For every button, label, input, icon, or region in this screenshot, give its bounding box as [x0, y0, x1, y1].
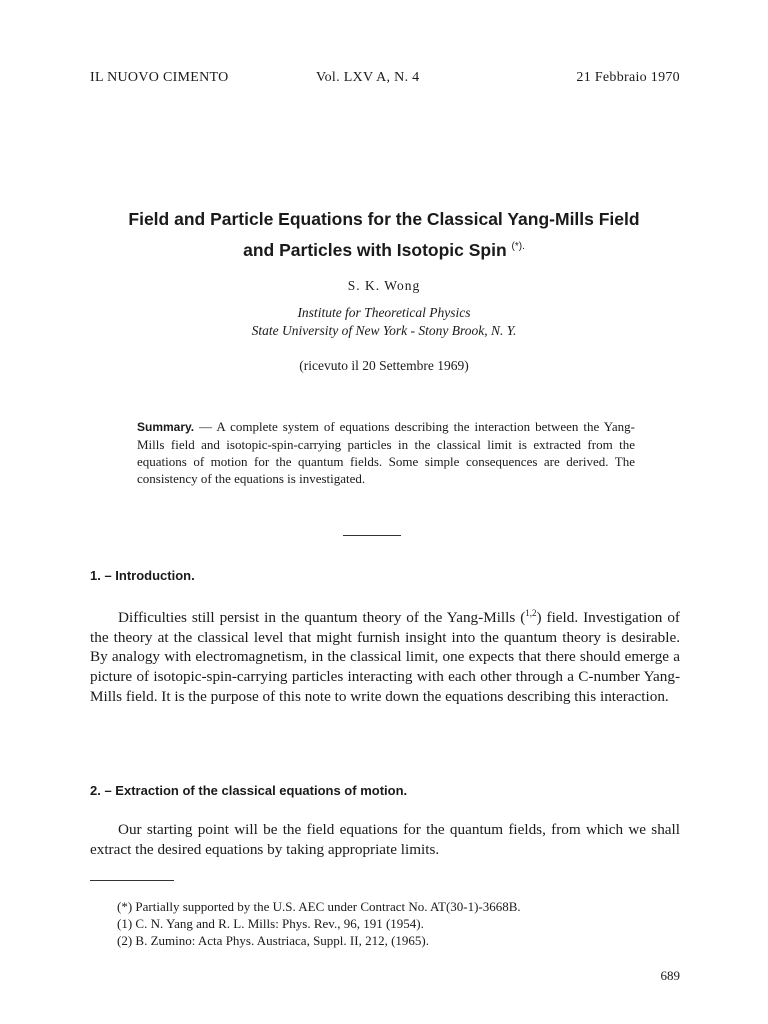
title-line-2-text: and Particles with Isotopic Spin [243, 239, 507, 260]
page-number: 689 [660, 968, 680, 983]
author-name: S. K. Wong [347, 278, 421, 293]
section-heading-introduction: 1. – Introduction. [90, 568, 195, 583]
separator-rule [343, 535, 401, 536]
footnote-text: C. N. Yang and R. L. Mills: Phys. Rev., 96, 191 (1954). [132, 916, 424, 931]
footnote-mark: (2) [117, 933, 133, 948]
intro-citation: 1,2 [525, 608, 537, 618]
affiliation-line-2: State University of New York - Stony Brook, N. Y. [251, 323, 517, 338]
footnote-text: Partially supported by the U.S. AEC under Contract No. AT(30-1)-3668B. [132, 899, 521, 914]
footnote-rule [90, 880, 174, 881]
footnote-mark: (*) [117, 899, 133, 914]
intro-text-b: ) field. Investigation of the theory at the classical level that might furnish insight into the quantum theory is desirable. By analogy with electromagnetism, in the classical limit, one expects that there should emerge a picture of isotopic-spin-carrying particles interacting with each other through a C-number Yang-Mills field. It is the purpose of this note to write down the equations describing this interaction. [90, 609, 680, 705]
affiliation-line-1: Institute for Theoretical Physics [297, 305, 471, 320]
affiliation [0, 304, 768, 340]
title-footnote-marker: (*). [511, 241, 525, 252]
summary-label: Summary. [137, 420, 195, 434]
received-date: (ricevuto il 20 Settembre 1969) [299, 358, 469, 373]
paper-title [80, 206, 688, 264]
intro-text-a: Difficulties still persist in the quantum theory of the Yang-Mills ( [118, 609, 526, 627]
footnote-mark: (1) [117, 916, 133, 931]
footnotes [117, 898, 697, 949]
title-line-1: Field and Particle Equations for the Classical Yang-Mills Field [128, 209, 640, 229]
issue-date: 21 Febbraio 1970 [576, 70, 680, 85]
summary-text: — A complete system of equations describing the interaction between the Yang-Mills field and isotopic-spin-carrying particles in the classical limit is extracted from the equations of motion for the quantum fields. Some simple consequences are derived. The consistency of the equations is investigated. [137, 419, 635, 486]
introduction-paragraph [90, 604, 680, 707]
journal-name: IL NUOVO CIMENTO [90, 70, 229, 85]
footnote-text: B. Zumino: Acta Phys. Austriaca, Suppl. II, 212, (1965). [132, 933, 429, 948]
footnote-item [117, 932, 697, 949]
section-heading-extraction: 2. – Extraction of the classical equations of motion. [90, 783, 408, 798]
extraction-paragraph: Our starting point will be the field equations for the quantum fields, from which we shall extract the desired equations by taking appropriate limits. [90, 821, 680, 858]
title-line-2 [80, 233, 688, 264]
volume-info: Vol. LXV A, N. 4 [316, 70, 420, 85]
footnote-item [117, 898, 697, 915]
summary-abstract [137, 418, 635, 487]
footnote-item [117, 915, 697, 932]
running-header [90, 70, 680, 90]
